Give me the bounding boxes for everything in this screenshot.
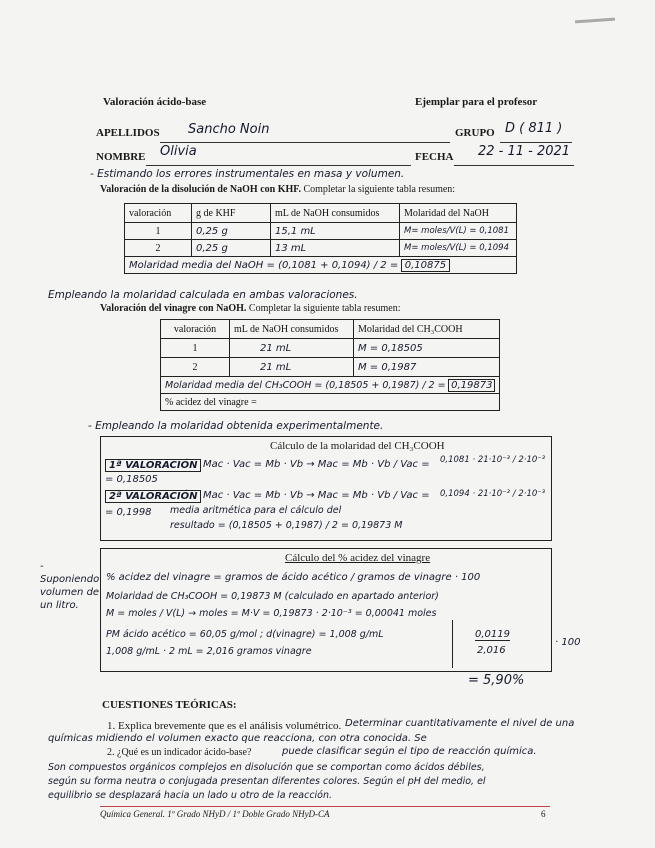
acetic-mean-value: 0,19873: [448, 379, 495, 392]
row-ml: 13 mL: [271, 240, 400, 257]
v1-fraction: 0,1081 · 21·10⁻³ / 2·10⁻³: [440, 455, 546, 465]
nombre-label: NOMBRE: [96, 151, 146, 163]
vinegar-table: [160, 319, 500, 411]
frac-den: 2,016: [477, 645, 506, 656]
row-n: 2: [161, 358, 230, 377]
section1-title: [100, 184, 455, 195]
acidez-result: = 5,90%: [468, 673, 525, 688]
row-m: M = 0,1987: [354, 358, 500, 377]
col-ml-naoh: mL de NaOH consumidos: [230, 320, 354, 339]
grupo-value: D ( 811 ): [505, 121, 563, 136]
row-ml: 21 mL: [230, 358, 354, 377]
acetic-mean-cell: [161, 377, 500, 394]
copy-label: Ejemplar para el profesor: [415, 96, 538, 108]
calc-molaridad-title: Cálculo de la molaridad del CH₃COOH: [270, 440, 445, 452]
table-row: [161, 339, 500, 358]
section1-title-main: Valoración de la disolución de NaOH con KHF.: [100, 184, 301, 195]
questions-title: CUESTIONES TEÓRICAS:: [102, 699, 237, 711]
v1-result: = 0,18505: [105, 474, 158, 485]
table-row-acidity: [161, 394, 500, 411]
table-row-mean: [161, 377, 500, 394]
row-n: 2: [125, 240, 192, 257]
col-valoracion: valoración: [125, 204, 192, 223]
section2-title-rest: Completar la siguiente tabla resumen:: [246, 303, 401, 314]
row-g: 0,25 g: [192, 223, 271, 240]
col-molaridad-naoh: Molaridad del NaOH: [400, 204, 517, 223]
mean-line-2: resultado = (0,18505 + 0,1987) / 2 = 0,19873 M: [170, 520, 403, 531]
naoh-table: [124, 203, 517, 274]
calc2-line-1: % acidez del vinagre = gramos de ácido acético / gramos de vinagre · 100: [106, 572, 481, 583]
section2-title-main: Valoración del vinagre con NaOH.: [100, 303, 247, 314]
footer-rule: [100, 806, 550, 807]
note-errors: - Estimando los errores instrumentales en masa y volumen.: [90, 168, 405, 180]
answer-2d: equilibrio se desplazará hacia un lado u otro de la reacción.: [48, 790, 333, 801]
note-experimental: - Empleando la molaridad obtenida experimentalmente.: [88, 420, 384, 432]
col-ml-naoh: mL de NaOH consumidos: [271, 204, 400, 223]
table-row-mean: [125, 257, 517, 274]
grupo-label: GRUPO: [455, 127, 495, 139]
answer-2a: puede clasificar según el tipo de reacción química.: [282, 746, 537, 757]
fecha-label: FECHA: [415, 151, 454, 163]
section2-title: [100, 303, 401, 314]
apellidos-value: Sancho Noin: [188, 122, 270, 137]
acidity-label: % acidez del vinagre =: [161, 394, 500, 411]
answer-1a: Determinar cuantitativamente el nivel de una: [345, 718, 575, 729]
answer-2c: según su forma neutra o conjugada presentan diferentes colores. Según el pH del medio, el: [48, 776, 486, 787]
v1-equation: Mac · Vac = Mb · Vb → Mac = Mb · Vb / Vac =: [203, 459, 430, 470]
page-number: 6: [541, 809, 546, 819]
fraction-divider: [452, 620, 453, 668]
mean-line-1: media aritmética para el cálculo del: [170, 505, 342, 516]
v2-equation: Mac · Vac = Mb · Vb → Mac = Mb · Vb / Vac =: [203, 490, 430, 501]
acetic-mean-label: Molaridad media del CH₃COOH = (0,18505 + 0,1987) / 2 =: [165, 379, 446, 391]
side-note: - Suponiendo volumen de un litro.: [40, 561, 100, 611]
frac-num: 0,0119: [475, 629, 510, 640]
answer-2b: Son compuestos orgánicos complejos en disolución que se comportan como ácidos débiles,: [48, 762, 485, 773]
answer-1b: químicas midiendo el volumen exacto que reacciona, con otra conocida. Se: [48, 733, 427, 744]
apellidos-label: APELLIDOS: [96, 127, 160, 139]
row-n: 1: [161, 339, 230, 358]
v2-label: 2ª VALORACIÓN: [105, 490, 201, 503]
grupo-line: [500, 142, 572, 143]
fecha-line: [454, 165, 574, 166]
naoh-mean-value: 0,10875: [401, 259, 450, 272]
col-valoracion: valoración: [161, 320, 230, 339]
nombre-line: [146, 165, 411, 166]
row-m: M = 0,18505: [354, 339, 500, 358]
calc2-line-3: M = moles / V(L) → moles = M·V = 0,19873 · 2·10⁻³ = 0,00041 moles: [106, 608, 437, 619]
col-molaridad-acetico: Molaridad del CH₃COOH: [354, 320, 500, 339]
row-ml: 15,1 mL: [271, 223, 400, 240]
v2-fraction: 0,1094 · 21·10⁻³ / 2·10⁻³: [440, 489, 546, 499]
table-row: [125, 223, 517, 240]
question-2: 2. ¿Qué es un indicador ácido-base?: [107, 747, 252, 758]
naoh-mean-label: Molaridad media del NaOH = (0,1081 + 0,1094) / 2 =: [129, 259, 399, 271]
v2-result: = 0,1998: [105, 507, 152, 518]
col-g-khf: g de KHF: [192, 204, 271, 223]
practice-title: Valoración ácido-base: [103, 96, 207, 108]
question-1: 1. Explica brevemente que es el análisis volumétrico.: [107, 720, 342, 732]
note-molaridad: Empleando la molaridad calculada en ambas valoraciones.: [48, 289, 358, 301]
calc2-line-2: Molaridad de CH₃COOH = 0,19873 M (calculado en apartado anterior): [106, 591, 439, 602]
table-row: [125, 240, 517, 257]
row-m: M= moles/V(L) = 0,1081: [400, 223, 517, 240]
v1-label: 1ª VALORACIÓN: [105, 459, 201, 472]
times-100: · 100: [555, 637, 581, 648]
table-row: [161, 358, 500, 377]
calc-acidez-title: Cálculo del % acidez del vinagre: [285, 552, 431, 564]
row-m: M= moles/V(L) = 0,1094: [400, 240, 517, 257]
section1-title-rest: Completar la siguiente tabla resumen:: [300, 184, 456, 195]
scan-mark: [575, 18, 615, 24]
apellidos-line: [160, 142, 450, 143]
row-ml: 21 mL: [230, 339, 354, 358]
fecha-value: 22 - 11 - 2021: [478, 144, 571, 159]
row-g: 0,25 g: [192, 240, 271, 257]
calc2-line-5: 1,008 g/mL · 2 mL = 2,016 gramos vinagre: [106, 646, 312, 657]
calc2-line-4: PM ácido acético = 60,05 g/mol ; d(vinagre) = 1,008 g/mL: [106, 629, 384, 640]
naoh-mean-cell: [125, 257, 517, 274]
nombre-value: Olivia: [160, 144, 197, 159]
footer-text: Química General. 1º Grado NHyD / 1º Doble Grado NHyD-CA: [100, 809, 330, 819]
row-n: 1: [125, 223, 192, 240]
